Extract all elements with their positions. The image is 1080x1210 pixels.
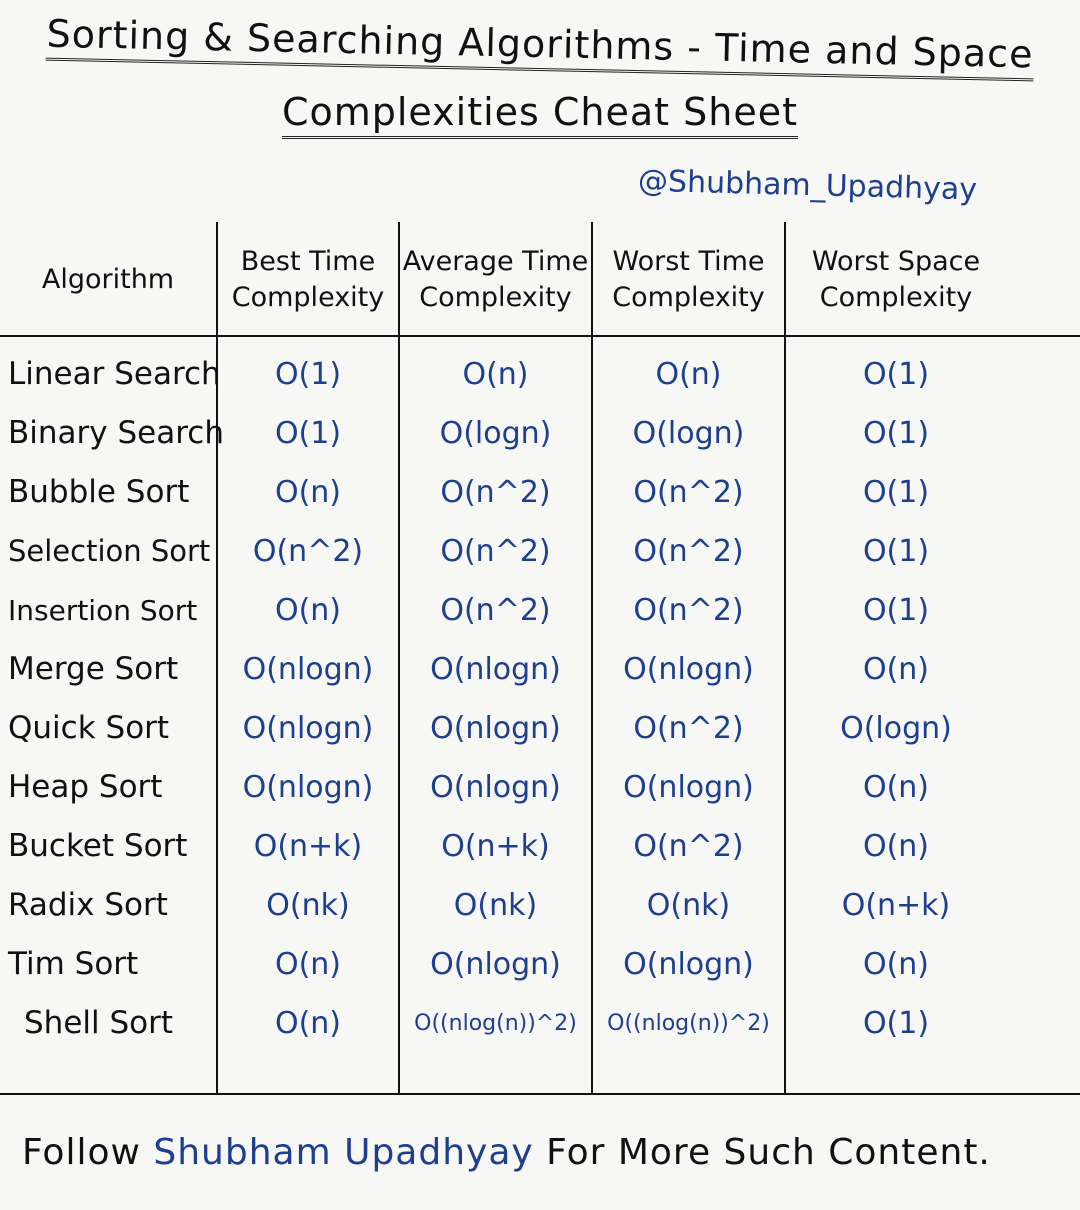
algorithm-cell: Shell Sort [24,1005,174,1041]
table-row [0,876,1080,934]
best-time-cell: O(n) [274,946,342,982]
best-time-cell: O(n) [274,1005,342,1041]
average-time-cell: O(nlogn) [430,710,561,746]
average-time-cell: O(nlogn) [430,946,561,982]
header-algorithm-label: Algorithm [41,264,175,295]
author-handle: @Shubham_Upadhyay [637,163,978,208]
table-row [0,522,1080,580]
worst-space-cell: O(1) [862,1005,930,1041]
footer-author-name: Shubham Upadhyay [153,1132,534,1173]
table-row [0,404,1080,462]
worst-space-cell: O(n+k) [841,887,951,923]
table-row [0,699,1080,757]
header-best-line2: Complexity [231,282,385,313]
average-time-cell: O(n+k) [441,828,550,864]
header-divider [0,335,1080,337]
header-best-line1: Best Time [240,246,376,277]
algorithm-cell: Linear Search [8,356,221,392]
worst-time-cell: O(n^2) [633,828,744,864]
algorithm-cell: Bucket Sort [8,828,188,864]
algorithm-cell: Quick Sort [8,710,170,746]
algorithm-cell: Merge Sort [8,651,179,687]
header-algorithm [0,230,216,330]
best-time-cell: O(n^2) [252,533,364,569]
algorithm-cell: Heap Sort [8,769,163,805]
worst-time-cell: O(n) [655,356,722,392]
algorithm-cell: Binary Search [8,415,224,451]
footer-suffix: For More Such Content. [546,1132,991,1173]
header-space-line1: Worst Space [811,246,981,277]
header-avg-line1: Average Time [402,246,589,277]
header-best-time [218,230,398,330]
worst-time-cell: O(n^2) [633,710,744,746]
complexity-table [0,222,1080,1095]
best-time-cell: O(nlogn) [242,769,374,805]
header-space-line2: Complexity [819,282,973,313]
header-worst-time [593,230,784,330]
title-line-2: Complexities Cheat Sheet [282,90,798,139]
best-time-cell: O(1) [274,415,342,451]
average-time-cell: O(n) [462,356,529,392]
table-row [0,463,1080,521]
table-row [0,581,1080,639]
worst-time-cell: O(nlogn) [623,946,754,982]
worst-time-cell: O(nlogn) [623,769,754,805]
worst-time-cell: O(n^2) [633,592,744,628]
worst-space-cell: O(n) [862,828,930,864]
average-time-cell: O(n^2) [440,474,551,510]
average-time-cell: O(n^2) [440,592,551,628]
best-time-cell: O(nlogn) [242,651,374,687]
worst-space-cell: O(1) [862,474,930,510]
table-row [0,758,1080,816]
table-row [0,994,1080,1052]
worst-space-cell: O(n) [862,651,930,687]
average-time-cell: O((nlog(n))^2) [414,1010,577,1036]
header-worst-line1: Worst Time [612,246,765,277]
page-title [0,11,1080,83]
footer-prefix: Follow [22,1132,141,1173]
header-average-time [400,230,591,330]
worst-time-cell: O(nlogn) [623,651,754,687]
algorithm-cell: Tim Sort [8,946,139,982]
worst-space-cell: O(n) [862,769,930,805]
title-line-1: Sorting & Searching Algorithms - Time and Space [46,12,1034,82]
worst-space-cell: O(1) [862,356,930,392]
worst-space-cell: O(1) [862,592,930,628]
table-row [0,345,1080,403]
algorithm-cell: Selection Sort [8,534,211,568]
worst-time-cell: O(n^2) [633,533,744,569]
algorithm-cell: Insertion Sort [8,593,198,627]
worst-time-cell: O(n^2) [633,474,744,510]
worst-time-cell: O(logn) [632,415,745,451]
page-subtitle [0,90,1080,139]
best-time-cell: O(n+k) [253,828,363,864]
average-time-cell: O(nlogn) [430,651,561,687]
table-row [0,640,1080,698]
worst-space-cell: O(1) [862,533,930,569]
best-time-cell: O(1) [274,356,342,392]
header-avg-line2: Complexity [419,282,572,313]
worst-space-cell: O(1) [862,415,930,451]
best-time-cell: O(n) [274,592,342,628]
average-time-cell: O(nk) [453,887,538,923]
average-time-cell: O(logn) [439,415,552,451]
table-row [0,935,1080,993]
best-time-cell: O(nk) [266,887,350,923]
algorithm-cell: Radix Sort [8,887,168,923]
worst-space-cell: O(logn) [840,710,952,746]
worst-space-cell: O(n) [862,946,930,982]
table-row [0,817,1080,875]
worst-time-cell: O(nk) [646,887,731,923]
average-time-cell: O(n^2) [440,533,551,569]
average-time-cell: O(nlogn) [430,769,561,805]
header-worst-line2: Complexity [612,282,765,313]
best-time-cell: O(nlogn) [242,710,374,746]
footer-note [22,1132,991,1173]
algorithm-cell: Bubble Sort [8,474,190,510]
worst-time-cell: O((nlog(n))^2) [607,1010,770,1036]
header-worst-space [786,230,1006,330]
best-time-cell: O(n) [274,474,342,510]
table-bottom-line [0,1093,1080,1095]
